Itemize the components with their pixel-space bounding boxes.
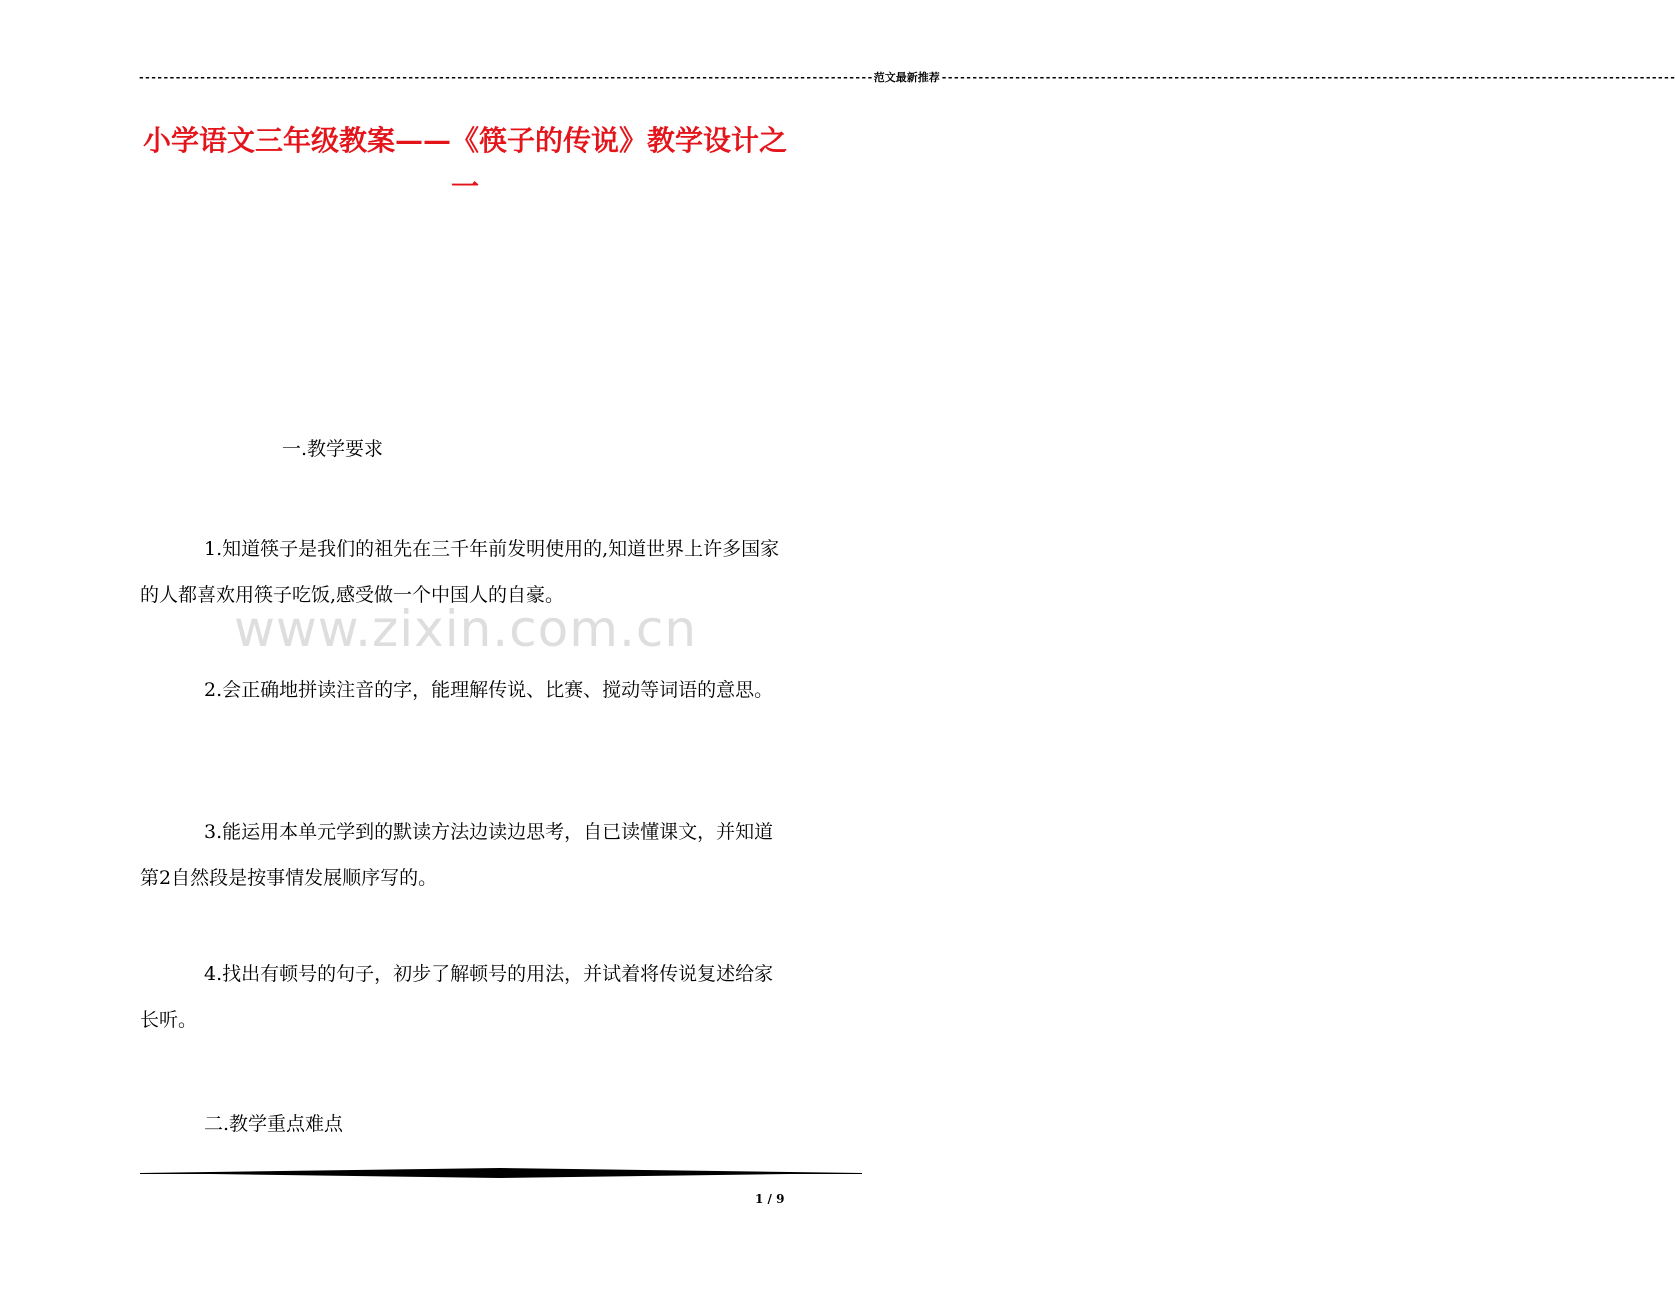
paragraph-4: 4.找出有顿号的句子，初步了解顿号的用法，并试着将传说复述给家长听。: [140, 963, 774, 1031]
section-heading-requirements: 一.教学要求: [282, 438, 384, 460]
section-heading-key-points: 二.教学重点难点: [204, 1113, 344, 1135]
footer-rule: [140, 1166, 862, 1180]
header-label: 范文最新推荐: [873, 71, 940, 84]
paragraph-3: 3.能运用本单元学到的默读方法边读边思考，自已读懂课文，并知道第2自然段是按事情发展顺序写的。: [140, 821, 774, 889]
header-dashes-left: ------------------------------------------------------------------------------------------------------------------------: [138, 70, 873, 84]
page-header: [138, 69, 1675, 85]
paragraph-2: 2.会正确地拼读注音的字，能理解传说、比赛、搅动等词语的意思。: [204, 679, 774, 701]
paragraph-1: 1.知道筷子是我们的祖先在三千年前发明使用的,知道世界上许多国家的人都喜欢用筷子吃饭,感受做一个中国人的自豪。: [140, 538, 780, 606]
watermark: www.zixin.com.cn: [234, 600, 698, 658]
page-number: 1 / 9: [755, 1192, 785, 1206]
header-dashes-right: ------------------------------------------------------------------------------------------------------------------------: [940, 70, 1675, 84]
document-title: 小学语文三年级教案——《筷子的传说》教学设计之一: [142, 124, 787, 203]
